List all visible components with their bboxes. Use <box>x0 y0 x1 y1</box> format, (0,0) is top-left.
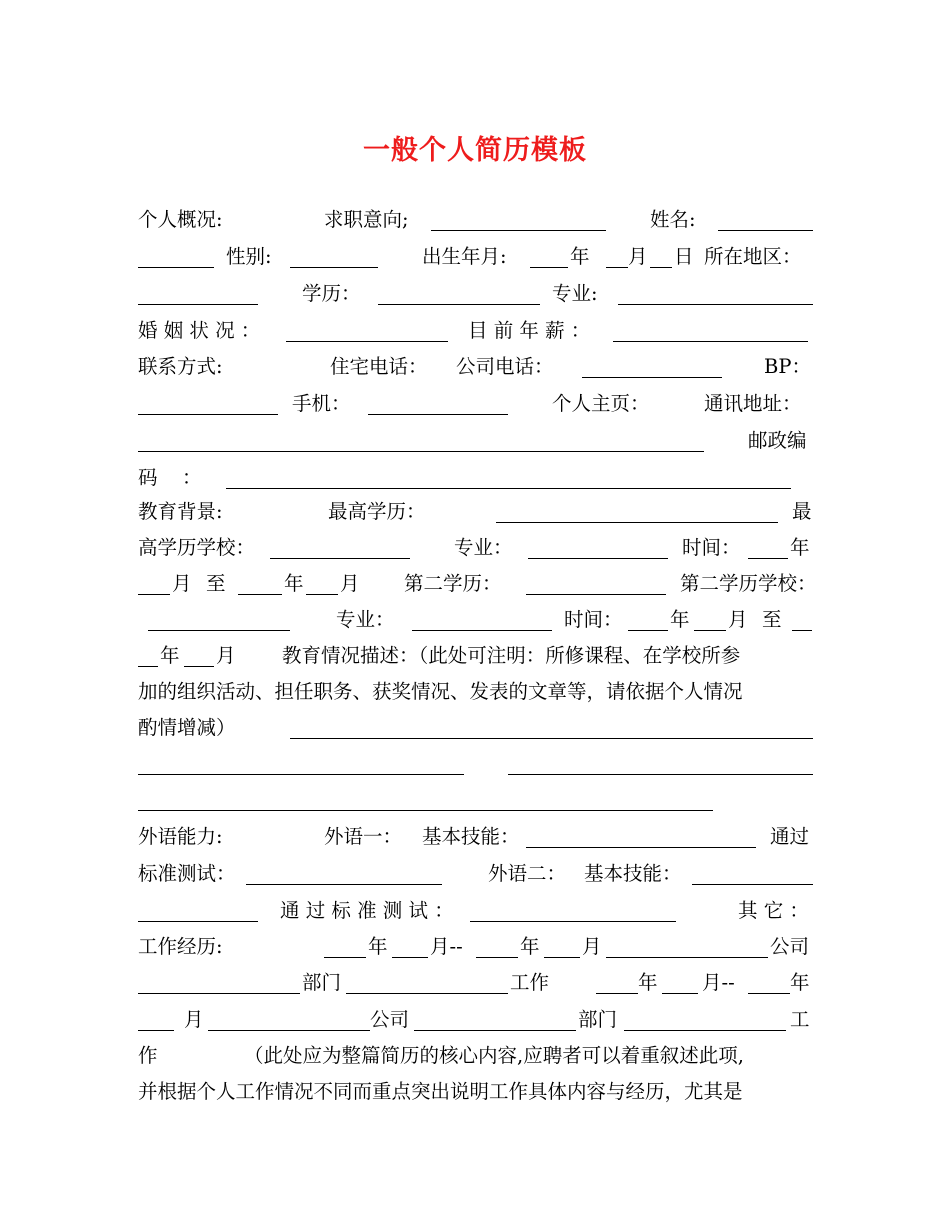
label-basic-skills: 基本技能： <box>584 862 682 885</box>
label-contact: 联系方式: <box>138 355 223 378</box>
fill-blank[interactable] <box>270 558 410 559</box>
fill-blank[interactable] <box>246 884 442 885</box>
fill-blank[interactable] <box>650 267 672 268</box>
fill-blank[interactable] <box>748 993 790 994</box>
form-line <box>138 605 813 635</box>
fill-blank[interactable] <box>508 774 813 775</box>
fill-blank[interactable] <box>718 230 813 231</box>
form-line <box>138 279 813 309</box>
label-language-skills: 外语能力: <box>138 825 223 848</box>
label-year: 年 <box>368 935 388 958</box>
label-month-dash: 月-- <box>430 935 463 958</box>
form-line <box>138 822 813 852</box>
label-highest-school-part2: 高学历学校： <box>138 536 256 559</box>
label-mailing-address: 通讯地址： <box>704 392 802 415</box>
fill-blank[interactable] <box>628 630 668 631</box>
form-line <box>138 1005 813 1035</box>
label-pass-standard-test: 通 过 标 准 测 试 ： <box>280 899 454 922</box>
label-location: 所在地区： <box>704 245 802 268</box>
education-description: 教育情况描述：（此处可注明：所修课程、在学校所参 <box>282 644 741 667</box>
label-education: 学历： <box>302 282 361 305</box>
label-gender: 性别: <box>226 245 272 268</box>
fill-blank[interactable] <box>290 738 813 739</box>
label-month: 月 <box>172 572 192 595</box>
label-other: 其 它 ： <box>738 899 809 922</box>
label-homepage: 个人主页： <box>552 392 650 415</box>
fill-blank[interactable] <box>138 666 158 667</box>
label-time: 时间： <box>564 608 623 631</box>
fill-blank[interactable] <box>606 267 628 268</box>
fill-blank[interactable] <box>208 1030 370 1031</box>
label-education-background: 教育背景: <box>138 500 223 523</box>
label-highest-degree: 最高学历： <box>328 500 426 523</box>
label-month-dash: 月-- <box>702 971 735 994</box>
fill-blank[interactable] <box>476 957 518 958</box>
form-line <box>138 463 813 493</box>
label-personal-overview: 个人概况: <box>138 208 223 231</box>
label-pass-test-part2: 标准测试： <box>138 862 236 885</box>
colon: ： <box>182 466 202 489</box>
fill-blank[interactable] <box>582 377 722 378</box>
label-language-two: 外语二： <box>488 862 567 885</box>
fill-blank[interactable] <box>138 414 278 415</box>
form-line <box>138 713 813 743</box>
label-year: 年 <box>160 644 180 667</box>
form-line <box>138 205 813 235</box>
label-postcode-part1: 邮政编 <box>748 429 807 452</box>
label-second-degree: 第二学历： <box>404 572 502 595</box>
fill-blank[interactable] <box>138 1030 174 1031</box>
label-year: 年 <box>284 572 304 595</box>
work-description-cont: 并根据个人工作情况不同而重点突出说明工作具体内容与经历，尤其是 <box>138 1080 743 1103</box>
fill-blank[interactable] <box>138 594 170 595</box>
label-work-part1: 工 <box>790 1008 810 1031</box>
label-postcode-part2: 码 <box>138 466 158 489</box>
fill-blank[interactable] <box>138 267 214 268</box>
fill-blank[interactable] <box>290 267 378 268</box>
fill-blank[interactable] <box>412 630 552 631</box>
fill-blank[interactable] <box>368 414 508 415</box>
fill-blank[interactable] <box>306 594 338 595</box>
fill-blank[interactable] <box>526 847 756 848</box>
form-line <box>138 968 813 998</box>
form-line <box>138 749 813 779</box>
fill-blank[interactable] <box>238 594 282 595</box>
work-description: （此处应为整篇简历的核心内容,应聘者可以着重叙述此项, <box>244 1044 744 1067</box>
form-line <box>138 677 813 707</box>
label-year: 年 <box>670 608 690 631</box>
form-line <box>138 932 813 962</box>
fill-blank[interactable] <box>346 993 508 994</box>
label-work: 工作 <box>510 971 550 994</box>
label-department: 部门 <box>302 971 342 994</box>
label-major: 专业： <box>454 536 513 559</box>
label-day: 日 <box>674 245 694 268</box>
label-year: 年 <box>790 536 810 559</box>
fill-blank[interactable] <box>613 341 808 342</box>
label-month: 月 <box>216 644 236 667</box>
form-line <box>138 389 813 419</box>
fill-blank[interactable] <box>392 957 428 958</box>
label-job-objective: 求职意向; <box>324 208 409 231</box>
fill-blank[interactable] <box>431 230 606 231</box>
label-office-phone: 公司电话： <box>456 355 554 378</box>
education-description-end: 酌情增减） <box>138 716 236 739</box>
fill-blank[interactable] <box>470 921 676 922</box>
document-title: 一般个人简历模板 <box>363 135 587 166</box>
fill-blank[interactable] <box>378 304 540 305</box>
fill-blank[interactable] <box>596 993 638 994</box>
fill-blank[interactable] <box>662 993 698 994</box>
label-language-one: 外语一： <box>324 825 403 848</box>
label-time: 时间： <box>682 536 741 559</box>
label-highest-school-part1: 最 <box>792 500 812 523</box>
fill-blank[interactable] <box>226 488 791 489</box>
label-month: 月 <box>340 572 360 595</box>
fill-blank[interactable] <box>694 630 726 631</box>
label-name: 姓名: <box>650 208 696 231</box>
label-company: 公司 <box>770 935 810 958</box>
fill-blank[interactable] <box>138 810 713 811</box>
label-company: 公司 <box>370 1008 410 1031</box>
fill-blank[interactable] <box>184 666 214 667</box>
label-basic-skills: 基本技能： <box>422 825 520 848</box>
form-line <box>138 785 813 815</box>
education-description-cont: 加的组织活动、担任职务、获奖情况、发表的文章等，请依据个人情况 <box>138 680 743 703</box>
form-line <box>138 242 813 272</box>
fill-blank[interactable] <box>618 304 813 305</box>
fill-blank[interactable] <box>692 884 813 885</box>
label-work-experience: 工作经历: <box>138 935 223 958</box>
label-birth-date: 出生年月: <box>422 245 507 268</box>
fill-blank[interactable] <box>544 957 580 958</box>
fill-blank[interactable] <box>528 558 668 559</box>
label-month: 月 <box>582 935 602 958</box>
label-pass-test-part1: 通过 <box>770 825 810 848</box>
label-to: 至 <box>206 572 226 595</box>
fill-blank[interactable] <box>286 341 448 342</box>
fill-blank[interactable] <box>324 957 366 958</box>
form-line <box>138 1077 813 1107</box>
label-month: 月 <box>184 1008 204 1031</box>
fill-blank[interactable] <box>414 1030 576 1031</box>
fill-blank[interactable] <box>138 993 300 994</box>
form-line <box>138 569 817 599</box>
fill-blank[interactable] <box>624 1030 786 1031</box>
fill-blank[interactable] <box>748 558 788 559</box>
label-major: 专业： <box>336 608 395 631</box>
label-work-part2: 作 <box>138 1044 158 1067</box>
fill-blank[interactable] <box>138 774 464 775</box>
fill-blank[interactable] <box>606 957 768 958</box>
label-year: 年 <box>790 971 810 994</box>
label-year: 年 <box>638 971 658 994</box>
label-marital-status: 婚 姻 状 况 ： <box>138 319 261 342</box>
fill-blank[interactable] <box>526 594 666 595</box>
form-line <box>138 426 813 456</box>
label-year: 年 <box>570 245 590 268</box>
form-line <box>138 859 813 889</box>
form-line <box>138 497 813 527</box>
fill-blank[interactable] <box>792 630 812 631</box>
fill-blank[interactable] <box>138 921 258 922</box>
fill-blank[interactable] <box>148 630 290 631</box>
fill-blank[interactable] <box>138 304 258 305</box>
label-month: 月 <box>628 245 648 268</box>
label-month: 月 <box>728 608 748 631</box>
form-line <box>138 352 813 382</box>
label-mobile: 手机： <box>292 392 351 415</box>
fill-blank[interactable] <box>496 522 778 523</box>
label-current-salary: 目 前 年 薪 ： <box>468 319 591 342</box>
fill-blank[interactable] <box>530 267 568 268</box>
form-line <box>138 896 813 926</box>
label-year: 年 <box>520 935 540 958</box>
label-bp: BP： <box>764 355 811 378</box>
form-line <box>138 316 813 346</box>
fill-blank[interactable] <box>138 451 704 452</box>
label-home-phone: 住宅电话： <box>330 355 428 378</box>
form-line <box>138 533 813 563</box>
label-second-degree-school: 第二学历学校： <box>680 572 817 595</box>
label-department: 部门 <box>578 1008 618 1031</box>
form-line <box>138 641 813 671</box>
label-major: 专业: <box>552 282 598 305</box>
label-to: 至 <box>762 608 782 631</box>
form-line <box>138 1041 813 1071</box>
